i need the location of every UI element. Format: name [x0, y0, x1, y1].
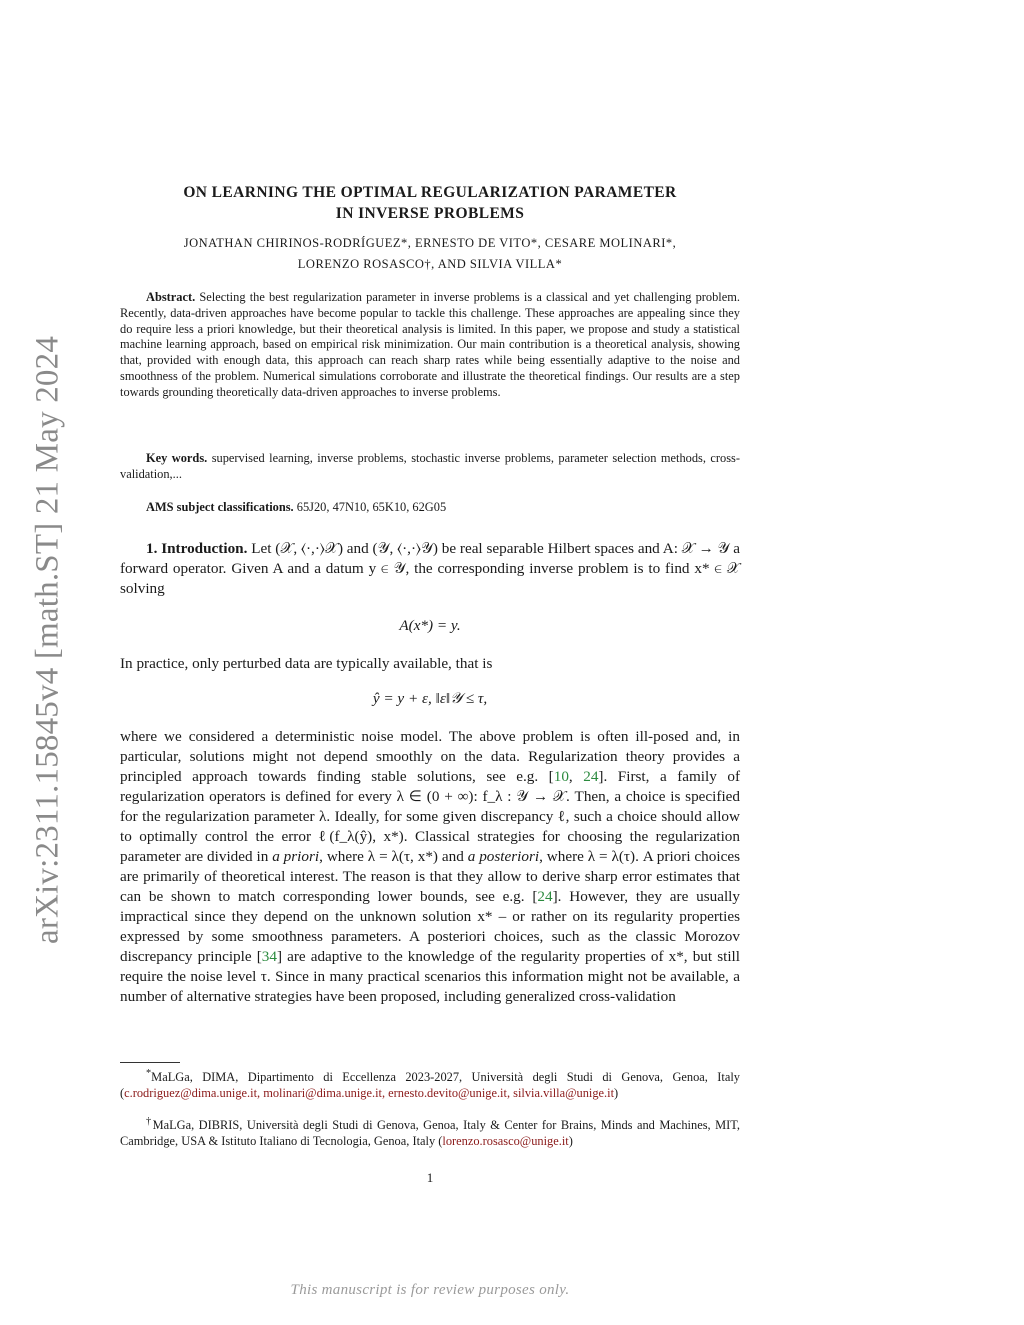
- a-priori-term: a priori: [272, 848, 320, 865]
- intro-paragraph-3: [120, 727, 740, 1007]
- citation-24-second[interactable]: 24: [537, 888, 553, 905]
- equation-1: A(x*) = y.: [399, 617, 461, 634]
- authors-line-1: JONATHAN CHIRINOS-RODRÍGUEZ*, ERNESTO DE VITO*, CESARE MOLINARI*,: [183, 236, 677, 250]
- footnote-1-emails[interactable]: c.rodriguez@dima.unige.it, molinari@dima.unige.it, ernesto.devito@unige.it, silvia.villa@unige.it: [124, 1085, 615, 1100]
- citation-24[interactable]: 24: [583, 768, 599, 785]
- footnote-2-mark: †: [146, 1116, 153, 1127]
- footnote-2-close: ): [568, 1133, 573, 1148]
- abstract: [120, 290, 740, 401]
- arxiv-sidebar-stamp: [20, 300, 76, 980]
- page-number: 1: [426, 1170, 434, 1185]
- p3-text-f: ]. However, they are usually impractical since they depend on the unknown solution x* – or rather on its regularity properties expressed by some smoothness parameters. A posteriori choices, such as the classic Morozov discrepancy principle [: [120, 888, 740, 965]
- p3-text-a: where we considered a deterministic noise model. The above problem is often ill-posed and, in particular, solutions might not depend smoothly on the data. Regularization theory provides a principled approach towards finding stable solutions, see e.g. [: [120, 728, 740, 785]
- abstract-label: Abstract.: [146, 290, 196, 304]
- title-line-2: IN INVERSE PROBLEMS: [335, 205, 525, 222]
- title-line-1: ON LEARNING THE OPTIMAL REGULARIZATION PARAMETER: [183, 184, 677, 201]
- paper-title: [120, 182, 740, 224]
- intro-paragraph-1: [120, 539, 740, 599]
- author-list: [120, 233, 740, 275]
- intro-paragraph-2: In practice, only perturbed data are typically available, that is: [120, 655, 493, 672]
- intro-p1-text: Let (𝒳, ⟨·,·⟩𝒳) and (𝒴, ⟨·,·⟩𝒴) be real separable Hilbert spaces and A: 𝒳 → 𝒴 a forward operator. Given A and a datum y ∈ 𝒴, the corresponding inverse problem is to find x* ∈ 𝒳 solving: [120, 540, 741, 597]
- citation-10[interactable]: 10: [553, 768, 569, 785]
- ams-classifications: [120, 500, 740, 516]
- review-footer: This manuscript is for review purposes only.: [290, 1282, 570, 1298]
- footnote-rule: [120, 1062, 180, 1063]
- footnote-2-email[interactable]: lorenzo.rosasco@unige.it: [442, 1133, 569, 1148]
- p3-text-d: , where λ = λ(τ, x*) and: [319, 848, 468, 865]
- keywords-label: Key words.: [146, 451, 208, 465]
- a-posteriori-term: a posteriori: [467, 848, 540, 865]
- abstract-text: Selecting the best regularization parameter in inverse problems is a classical and yet challenging problem. Recently, data-driven approaches have become popular to tackle this challenge. These approaches are appealing since they do require less a priori knowledge, but their theoretical analysis is limited. In this paper, we propose and study a statistical machine learning approach, based on empirical risk minimization. Our main contribution is a theoretical analysis, showing that, provided with enough data, this approach can reach sharp rates while being essentially adaptive to the noise and smoothness of the problem. Numerical simulations corroborate and illustrate the theoretical findings. Our results are a step towards grounding theoretically data-driven approaches to inverse problems.: [120, 290, 740, 399]
- keywords-text: supervised learning, inverse problems, stochastic inverse problems, parameter selection methods, cross-validation,...: [120, 451, 740, 481]
- footnote-2: [120, 1114, 740, 1150]
- p3-text-c: ]. First, a family of regularization operators is defined for every λ ∈ (0 + ∞): f_λ : 𝒴 → 𝒳. Then, a choice is specified for the regularization parameter λ. Ideally, for some given discrepancy ℓ, such a choice should allow to optimally control the error ℓ(f_λ(ŷ), x*). Classical strategies for choosing the regularization parameter are divided in: [120, 768, 741, 865]
- ams-text: 65J20, 47N10, 65K10, 62G05: [296, 500, 447, 514]
- citation-34[interactable]: 34: [261, 948, 277, 965]
- footnote-1: [120, 1066, 740, 1102]
- footnote-2-text: MaLGa, DIBRIS, Università degli Studi di Genova, Genoa, Italy & Center for Brains, Minds and Machines, MIT, Cambridge, USA & Istituto Italiano di Tecnologia, Genoa, Italy (: [120, 1118, 740, 1148]
- p3-text-b: ,: [568, 768, 584, 785]
- arxiv-id: arXiv:2311.15845v4 [math.ST] 21 May 2024: [29, 335, 66, 945]
- footnote-1-mark: *: [146, 1068, 152, 1079]
- keywords: [120, 451, 740, 483]
- authors-line-2: LORENZO ROSASCO†, AND SILVIA VILLA*: [297, 257, 563, 271]
- p3-text-g: ] are adaptive to the knowledge of the regularity properties of x*, but still require the noise level τ. Since in many practical scenarios this information might not be available, a number of alternative strategies have been proposed, including generalized cross-validation: [120, 948, 740, 1005]
- ams-label: AMS subject classifications.: [146, 500, 294, 514]
- footnote-1-text: MaLGa, DIMA, Dipartimento di Eccellenza 2023-2027, Università degli Studi di Genova, Genoa, Italy (: [120, 1070, 740, 1100]
- footnote-1-close: ): [614, 1085, 619, 1100]
- p3-text-e: , where λ = λ(τ). A priori choices are primarily of theoretical interest. The reason is that they allow to derive sharp error estimates that can be shown to match corresponding lower bounds, see e.g. [: [120, 848, 740, 905]
- section-heading: 1. Introduction.: [146, 540, 248, 557]
- equation-2: ŷ = y + ε, ‖ε‖𝒴 ≤ τ,: [372, 690, 488, 707]
